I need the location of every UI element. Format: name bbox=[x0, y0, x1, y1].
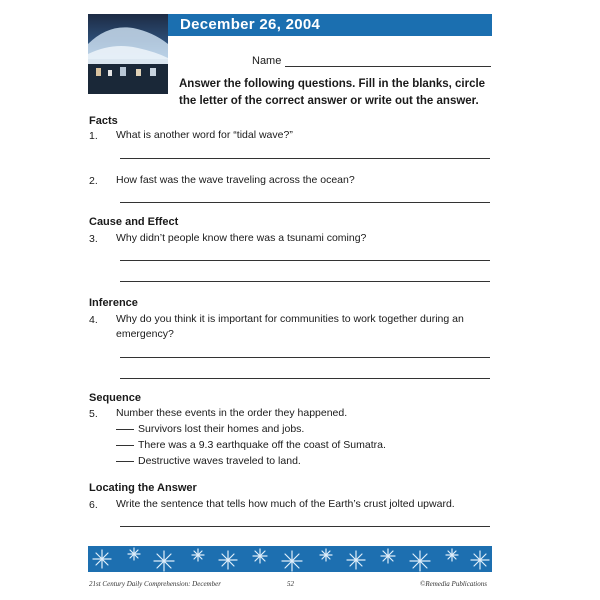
sequence-blank[interactable] bbox=[116, 429, 134, 430]
instructions: Answer the following questions. Fill in the blanks, circle the letter of the correct answer or write out the answer. bbox=[179, 78, 486, 107]
question-number: 5. bbox=[89, 408, 98, 420]
question-text: What is another word for “tidal wave?” bbox=[116, 129, 293, 141]
question-number: 4. bbox=[89, 314, 98, 326]
sequence-item: Destructive waves traveled to land. bbox=[116, 454, 301, 469]
question-number: 3. bbox=[89, 233, 98, 245]
answer-line[interactable] bbox=[120, 526, 490, 527]
question-text: Why didn’t people know there was a tsunami coming? bbox=[116, 232, 367, 244]
answer-line[interactable] bbox=[120, 260, 490, 261]
sequence-blank[interactable] bbox=[116, 461, 134, 462]
snowflake-border bbox=[88, 546, 492, 572]
section-heading-locating-answer: Locating the Answer bbox=[89, 482, 197, 494]
footer-book-title: 21st Century Daily Comprehension: December bbox=[89, 580, 221, 588]
tsunami-photo bbox=[88, 14, 168, 94]
page-title: December 26, 2004 bbox=[180, 16, 321, 33]
question-number: 2. bbox=[89, 175, 98, 187]
question-text: How fast was the wave traveling across the ocean? bbox=[116, 174, 355, 186]
question-text: Write the sentence that tells how much of the Earth’s crust jolted upward. bbox=[116, 498, 455, 510]
answer-line[interactable] bbox=[120, 202, 490, 203]
question-number: 6. bbox=[89, 499, 98, 511]
section-heading-facts: Facts bbox=[89, 115, 118, 127]
answer-line[interactable] bbox=[120, 158, 490, 159]
sequence-item: There was a 9.3 earthquake off the coast of Sumatra. bbox=[116, 438, 386, 453]
question-text: Why do you think it is important for communities to work together during an emergency? bbox=[116, 313, 464, 340]
section-heading-sequence: Sequence bbox=[89, 392, 141, 404]
page-number: 52 bbox=[287, 580, 294, 588]
footer-publisher: ©Remedia Publications bbox=[420, 580, 487, 588]
answer-line[interactable] bbox=[120, 357, 490, 358]
name-line[interactable] bbox=[285, 66, 491, 67]
sequence-item: Survivors lost their homes and jobs. bbox=[116, 422, 304, 437]
section-heading-inference: Inference bbox=[89, 297, 138, 309]
answer-line[interactable] bbox=[120, 281, 490, 282]
section-heading-cause-effect: Cause and Effect bbox=[89, 216, 179, 228]
question-text: Number these events in the order they happened. bbox=[116, 407, 348, 419]
name-label: Name bbox=[252, 55, 282, 67]
question-number: 1. bbox=[89, 130, 98, 142]
answer-line[interactable] bbox=[120, 378, 490, 379]
sequence-blank[interactable] bbox=[116, 445, 134, 446]
